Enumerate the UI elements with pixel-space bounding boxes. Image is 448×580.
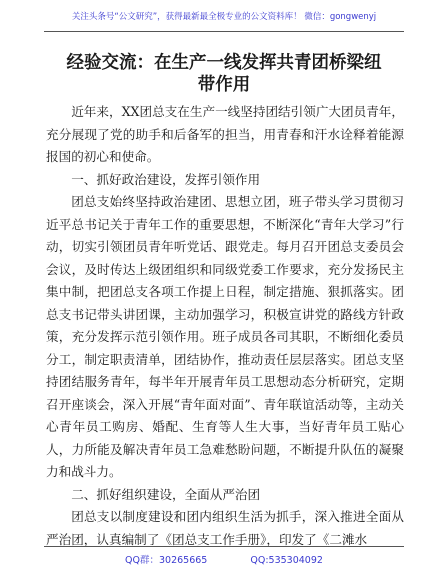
paragraph-section-1: 团总支始终坚持政治建团、思想立团，班子带头学习贯彻习近平总书记关于青年工作的重要思想，不断深化“青年大学习”行动，切实引领团员青年听党话、跟党走。每月召开团总支委员会会议，及时传达上级团组织和同级党委工作要求，充分发扬民主集中制，把团总支各项工作提上日程，制定措施、狠抓落实。团总支书记带头讲团课，主动加强学习，积极宣讲党的路线方针政策，充分发挥示范引领作用。班子成员各司其职，不断细化委员分工，制定职责清单，团结协作，推动责任层层落实。团总支坚持团结服务青年，每半年开展青年员工思想动态分析研究，定期召开座谈会，深入开展“青年面对面”、青年联谊活动等，主动关心青年员工购房、婚配、生育等人生大事，当好青年员工贴心人，力所能及解决青年员工急难愁盼问题，不断提升队伍的凝聚力和战斗力。 xyxy=(46,194,404,479)
document-title: 经验交流：在生产一线发挥共青团桥梁纽带作用 xyxy=(66,53,382,95)
header-divider xyxy=(44,31,404,32)
footer xyxy=(0,552,448,566)
section-heading-2: 二、抓好组织建设，全面从严治团 xyxy=(71,486,261,502)
section-heading-1: 一、抓好政治建设，发挥引领作用 xyxy=(71,171,261,187)
paragraph-intro: 近年来，XX团总支在生产一线坚持团结引领广大团员青年，充分展现了党的助手和后备军的担当，用青春和汗水诠释着能源报国的初心和使命。 xyxy=(46,104,404,164)
footer-qq: QQ:535304092 xyxy=(250,555,323,566)
footer-divider xyxy=(44,546,404,547)
footer-qq-group: QQ群：30265665 xyxy=(125,555,208,566)
header-note: 关注头条号“公文研究”，获得最新最全极专业的公文资料库！ 微信：gongwenyj xyxy=(71,12,377,22)
paragraph-section-2: 团总支以制度建设和团内组织生活为抓手，深入推进全面从严治团，认真编制了《团总支工作手册》，印发了《二滩水 xyxy=(46,509,404,547)
document-body xyxy=(46,101,404,551)
